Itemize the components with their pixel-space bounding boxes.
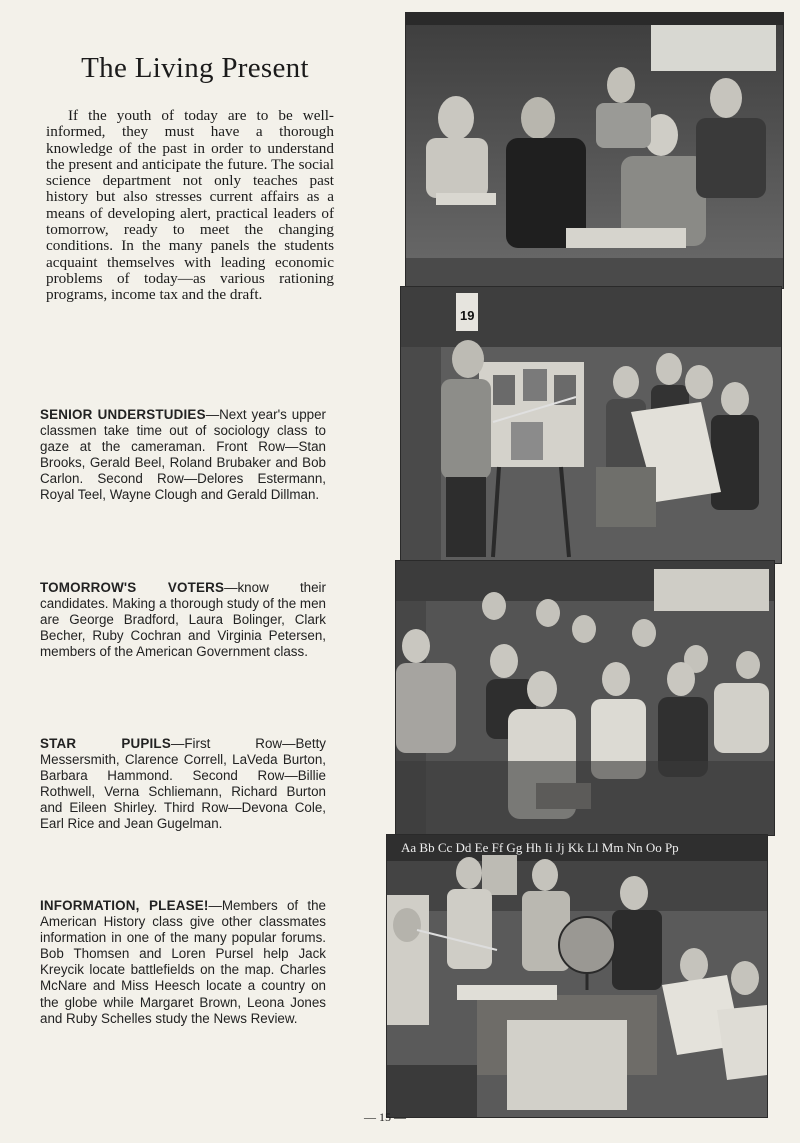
caption-body: —First Row—Betty Messersmith, Clarence Correll, LaVeda Burton, Barbara Hammond. Second Row—Billie Rothwell, Verna Schliemann, Richard Burton and Eileen Shirley. Third Row—Devona Cole, Earl Rice and Jean Gugelman. <box>40 736 326 832</box>
calendar-day: 19 <box>460 308 475 323</box>
caption-information-please <box>40 898 326 1027</box>
caption-heading: STAR PUPILS <box>40 736 171 751</box>
intro-paragraph: If the youth of today are to be well-informed, they must have a thorough knowledge of the past in order to understand the present and anticipate the future. The social science department not only teaches past history but also stresses current affairs as a means of developing alert, practical leaders of tomorrow, ready to meet the changing conditions. In the many panels the students acquaint themselves with leading economic problems of today—as various rationing programs, income tax and the draft. <box>46 107 334 304</box>
caption-body: —Members of the American History class give other classmates information in one of the many popular forums. Bob Thomsen and Loren Pursel help Jack Kreycik locate battlefields on the map. Charles McNare and Miss Heesch locate a country on the globe while Margaret Brown, Leona Jones and Ruby Schelles study the News Review. <box>40 898 327 1026</box>
photo-senior-understudies <box>405 12 784 289</box>
caption-heading: TOMORROW'S VOTERS <box>40 580 225 595</box>
photo-tomorrows-voters <box>400 286 782 564</box>
photo-information-please <box>386 834 768 1118</box>
caption-tomorrows-voters <box>40 580 326 660</box>
caption-star-pupils <box>40 736 326 833</box>
photo-star-pupils <box>395 560 775 836</box>
page-title: The Living Present <box>81 52 309 84</box>
caption-heading: SENIOR UNDERSTUDIES <box>40 407 206 422</box>
caption-body: —know their candidates. Making a thorough study of the men are George Bradford, Laura Bolinger, Clark Becher, Ruby Cochran and Virginia Petersen, members of the American Government class. <box>40 580 326 660</box>
page-number: — 15 — <box>364 1110 406 1124</box>
caption-heading: INFORMATION, PLEASE! <box>40 898 209 913</box>
chalkboard-alphabet: Aa Bb Cc Dd Ee Ff Gg Hh Ii Jj Kk Ll Mm Nn Oo Pp <box>401 840 679 855</box>
caption-senior-understudies <box>40 407 326 504</box>
caption-body: —Next year's upper classmen take time out of sociology class to gaze at the cameraman. Front Row—Stan Brooks, Gerald Beel, Roland Brubaker and Bob Carlon. Second Row—Delores Estermann, Royal Teel, Wayne Clough and Gerald Dillman. <box>40 407 326 503</box>
